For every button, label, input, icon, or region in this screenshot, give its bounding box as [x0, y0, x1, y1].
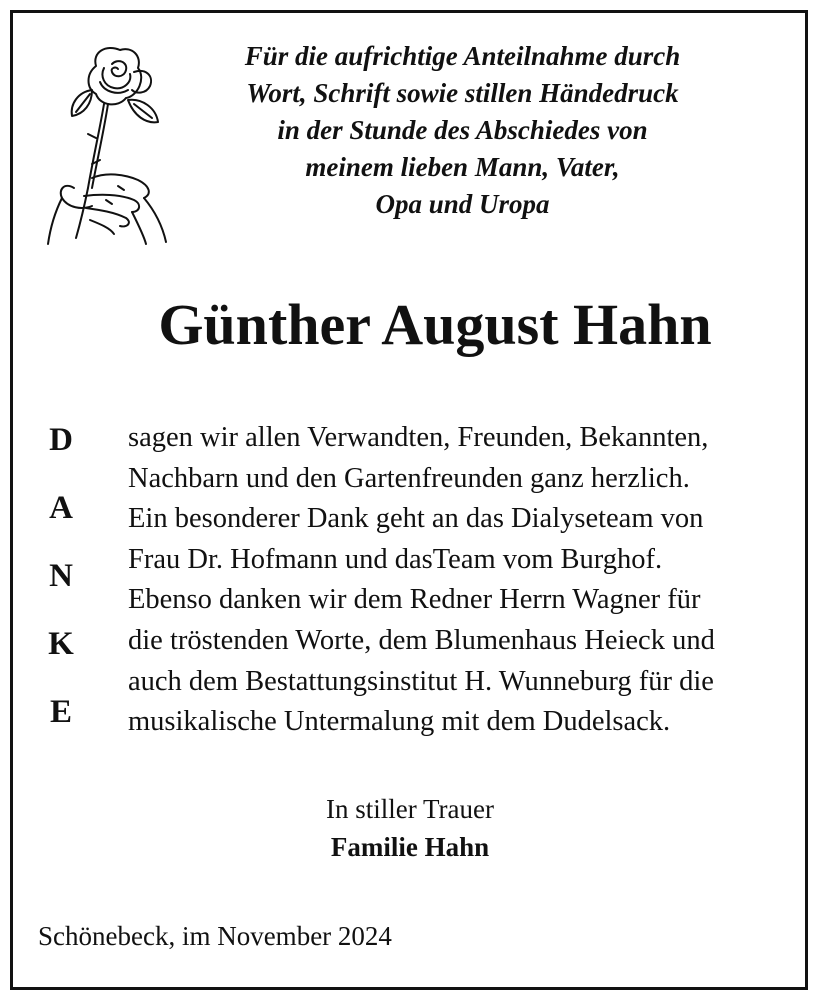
body-line: Nachbarn und den Gartenfreunden ganz herzlich. [128, 462, 690, 494]
rose-in-hand-icon [34, 38, 184, 248]
intro-line: Opa und Uropa [375, 189, 550, 219]
danke-vertical [36, 418, 86, 758]
danke-letter: K [48, 626, 74, 662]
intro-text [190, 38, 735, 223]
body-line: musikalische Untermalung mit dem Dudelsack. [128, 706, 671, 738]
danke-letter: N [49, 558, 73, 594]
closing-trauer: In stiller Trauer [326, 794, 494, 824]
place-date: Schönebeck, im November 2024 [38, 921, 392, 951]
closing-signature [300, 790, 520, 866]
closing-family: Familie Hahn [330, 832, 490, 862]
danke-letter: A [49, 490, 73, 526]
danke-letter: E [49, 694, 72, 730]
body-line: auch dem Bestattungsinstitut H. Wunneburg für die [128, 665, 714, 697]
intro-line: Wort, Schrift sowie stillen Händedruck [246, 78, 679, 108]
danke-letter: D [49, 422, 73, 458]
body-line: Frau Dr. Hofmann und dasTeam vom Burghof. [128, 543, 663, 575]
body-line: Ebenso danken wir dem Redner Herrn Wagner für [128, 584, 701, 616]
thanks-body [128, 418, 793, 743]
body-line: die tröstenden Worte, dem Blumenhaus Heieck und [128, 624, 715, 656]
deceased-name: Günther August Hahn [158, 292, 712, 357]
intro-line: in der Stunde des Abschiedes von [277, 115, 648, 145]
intro-line: meinem lieben Mann, Vater, [305, 152, 620, 182]
intro-line: Für die aufrichtige Anteilnahme durch [244, 41, 681, 71]
body-line: sagen wir allen Verwandten, Freunden, Bekannten, [128, 422, 709, 453]
body-line: Ein besonderer Dank geht an das Dialyseteam von [128, 503, 704, 535]
